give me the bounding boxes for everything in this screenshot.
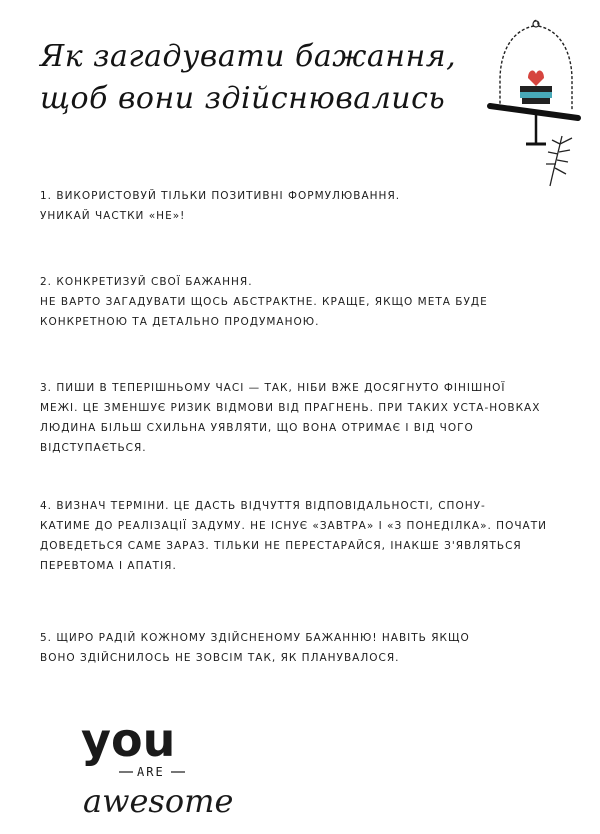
tip-item-4 xyxy=(40,496,560,576)
page-title xyxy=(40,36,480,120)
tip-number: 4. xyxy=(40,500,53,512)
lettering-awesome: awesome xyxy=(83,782,234,820)
tip-number: 5. xyxy=(40,632,53,644)
tip-body: УНИКАЙ ЧАСТКИ «НЕ»! xyxy=(40,210,186,222)
title-line-1: Як загадувати бажання, xyxy=(40,39,457,74)
tip-heading: ВИЗНАЧ ТЕРМІНИ. ЦЕ ДАСТЬ ВІДЧУТТЯ ВІДПОВІДАЛЬНОСТІ, СПОНУ- xyxy=(56,500,486,512)
tip-number: 3. xyxy=(40,382,53,394)
tip-body: КАТИМЕ ДО РЕАЛІЗАЦІЇ ЗАДУМУ. НЕ ІСНУЄ «ЗАВТРА» І «З ПОНЕДІЛКА». ПОЧАТИ ДОВЕДЕТЬСЯ САМЕ ЗАРАЗ. ТІЛЬКИ НЕ ПЕРЕСТАРАЙСЯ, ІНАКШЕ З'ЯВЛЯТЬСЯ ПЕРЕВТОМА І АПАТІЯ. xyxy=(40,520,547,572)
tip-item-5 xyxy=(40,628,560,668)
tip-heading: ЩИРО РАДІЙ КОЖНОМУ ЗДІЙСНЕНОМУ БАЖАННЮ! НАВІТЬ ЯКЩО xyxy=(56,632,470,644)
lettering-are: ARE xyxy=(137,765,165,779)
tip-item-2 xyxy=(40,272,560,332)
tip-body: НЕ ВАРТО ЗАГАДУВАТИ ЩОСЬ АБСТРАКТНЕ. КРАЩЕ, ЯКЩО МЕТА БУДЕ КОНКРЕТНОЮ ТА ДЕТАЛЬНО ПРОДУМАНОЮ. xyxy=(40,296,488,328)
tip-body: МЕЖІ. ЦЕ ЗМЕНШУЄ РИЗИК ВІДМОВИ ВІД ПРАГНЕНЬ. ПРИ ТАКИХ УСТА-НОВКАХ ЛЮДИНА БІЛЬШ СХИЛЬНА УЯВЛЯТИ, ЩО ВОНА ОТРИМАЄ І ВІД ЧОГО ВІДСТУПАЄТЬСЯ. xyxy=(40,402,541,454)
title-line-2: щоб вони здійснювались xyxy=(40,81,446,116)
tip-item-1 xyxy=(40,186,560,226)
tip-heading: КОНКРЕТИЗУЙ СВОЇ БАЖАННЯ. xyxy=(56,276,253,288)
lettering-you: you xyxy=(81,713,176,767)
bird-cage-illustration xyxy=(482,18,582,193)
you-are-awesome-lettering xyxy=(75,712,285,822)
tip-heading: ПИШИ В ТЕПЕРІШНЬОМУ ЧАСІ — ТАК, НІБИ ВЖЕ ДОСЯГНУТО ФІНІШНОЇ xyxy=(56,382,506,394)
tip-heading: ВИКОРИСТОВУЙ ТІЛЬКИ ПОЗИТИВНІ ФОРМУЛЮВАННЯ. xyxy=(56,190,401,202)
tip-item-3 xyxy=(40,378,560,458)
tip-number: 2. xyxy=(40,276,53,288)
tip-number: 1. xyxy=(40,190,53,202)
tip-body: ВОНО ЗДІЙСНИЛОСЬ НЕ ЗОВСІМ ТАК, ЯК ПЛАНУВАЛОСЯ. xyxy=(40,652,400,664)
